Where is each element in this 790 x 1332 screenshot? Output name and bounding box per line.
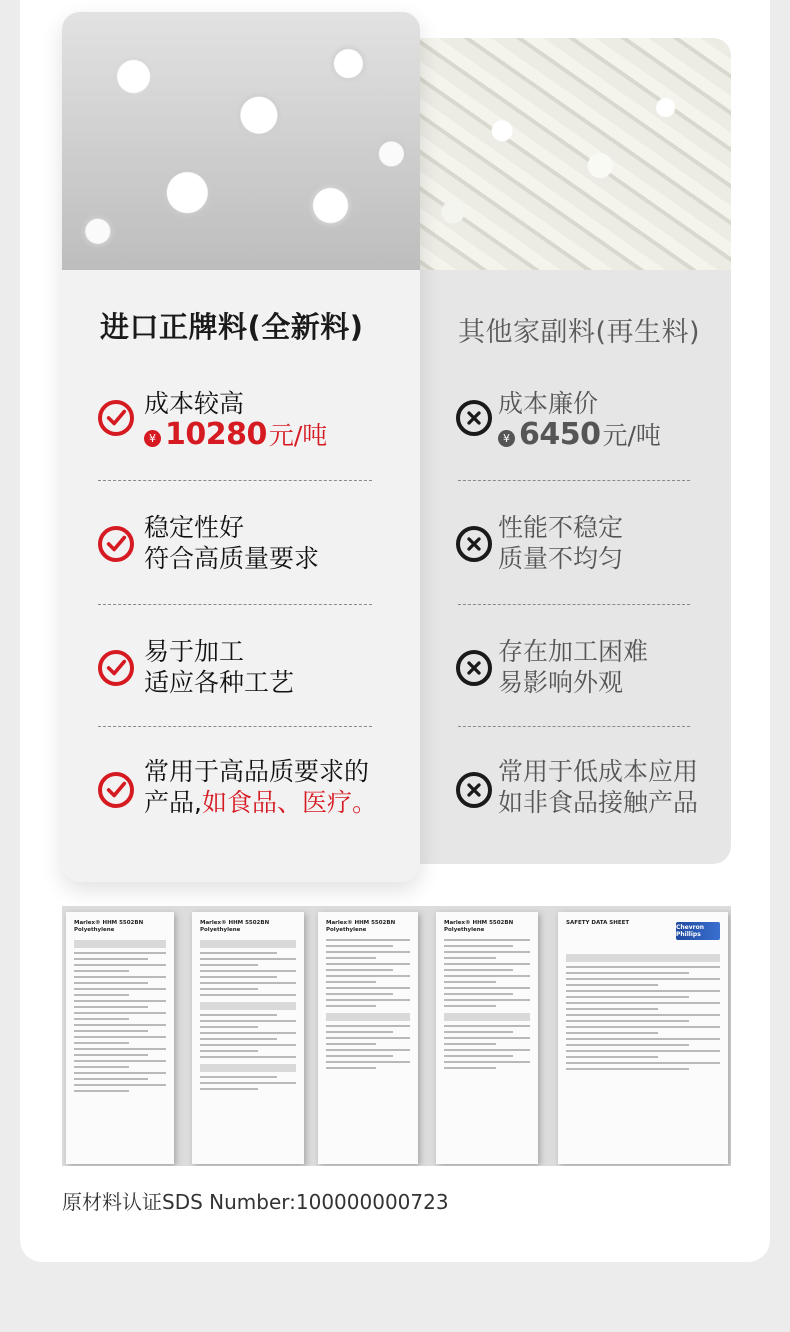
yen-icon: ¥ bbox=[498, 430, 515, 447]
cross-icon bbox=[456, 650, 492, 686]
chevron-phillips-logo: Chevron Phillips bbox=[676, 922, 720, 940]
yen-icon: ¥ bbox=[144, 430, 161, 447]
right-processing-line1: 存在加工困难 bbox=[498, 637, 649, 666]
check-icon bbox=[98, 772, 134, 808]
left-processing-line1: 易于加工 bbox=[144, 637, 245, 666]
left-processing-line2: 适应各种工艺 bbox=[144, 668, 295, 697]
cross-icon bbox=[456, 526, 492, 562]
right-price-unit: 元/吨 bbox=[602, 421, 661, 450]
divider bbox=[98, 480, 372, 481]
sds-page-3: Marlex® HHM 5502BN Polyethylene bbox=[318, 912, 418, 1164]
right-processing-line2: 易影响外观 bbox=[498, 668, 624, 697]
sds-documents-strip bbox=[62, 906, 731, 1166]
right-price-value: 6450 bbox=[519, 417, 601, 452]
right-stability-line1: 性能不稳定 bbox=[498, 513, 624, 542]
divider bbox=[458, 480, 690, 481]
left-price bbox=[144, 419, 327, 451]
right-cost-label: 成本廉价 bbox=[498, 389, 599, 418]
left-stability-line1: 稳定性好 bbox=[144, 513, 245, 542]
divider bbox=[458, 604, 690, 605]
check-icon bbox=[98, 526, 134, 562]
recycled-pellets-image bbox=[404, 38, 731, 270]
left-stability-line2: 符合高质量要求 bbox=[144, 544, 320, 573]
check-icon bbox=[98, 400, 134, 436]
virgin-material-title: 进口正牌料(全新料) bbox=[100, 310, 364, 344]
cross-icon bbox=[456, 772, 492, 808]
sds-page-5: SAFETY DATA SHEET Chevron Phillips bbox=[558, 912, 728, 1164]
right-usage-line2: 如非食品接触产品 bbox=[498, 788, 699, 817]
left-usage-line1: 常用于高品质要求的 bbox=[144, 757, 370, 786]
right-price bbox=[498, 419, 661, 451]
sds-number-caption: 原材料认证SDS Number:100000000723 bbox=[62, 1190, 449, 1214]
right-usage-line1: 常用于低成本应用 bbox=[498, 757, 699, 786]
sds-page-1: Marlex® HHM 5502BN Polyethylene bbox=[66, 912, 174, 1164]
virgin-pellets-image bbox=[62, 12, 420, 270]
divider bbox=[458, 726, 690, 727]
sds-page-2: Marlex® HHM 5502BN Polyethylene bbox=[192, 912, 304, 1164]
divider bbox=[98, 604, 372, 605]
left-usage-line2b: 如食品、医疗。 bbox=[201, 788, 377, 817]
cross-icon bbox=[456, 400, 492, 436]
right-stability-line2: 质量不均匀 bbox=[498, 544, 624, 573]
check-icon bbox=[98, 650, 134, 686]
sds-page-4: Marlex® HHM 5502BN Polyethylene bbox=[436, 912, 538, 1164]
recycled-material-title: 其他家副料(再生料) bbox=[458, 317, 701, 348]
left-price-value: 10280 bbox=[165, 417, 267, 452]
left-cost-label: 成本较高 bbox=[144, 389, 245, 418]
left-price-unit: 元/吨 bbox=[268, 421, 328, 450]
left-usage-line2a: 产品, bbox=[144, 788, 202, 817]
divider bbox=[98, 726, 372, 727]
